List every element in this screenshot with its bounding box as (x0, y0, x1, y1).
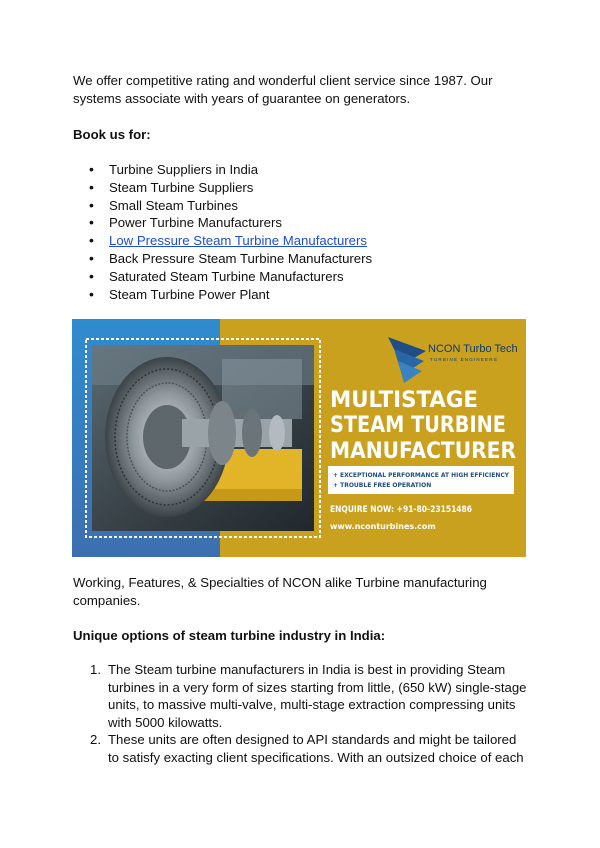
list-item: • Steam Turbine Suppliers (73, 179, 523, 197)
list-item: • Turbine Suppliers in India (73, 161, 523, 179)
low-pressure-link[interactable]: Low Pressure Steam Turbine Manufacturers (109, 233, 368, 249)
working-paragraph: Working, Features, & Specialties of NCON alike Turbine manufacturing companies. (73, 575, 487, 608)
headline-line-1: MULTISTAGE (330, 388, 478, 413)
intro-paragraph: We offer competitive rating and wonderful client service since 1987. Our systems associate with years of guarantee on generators. (73, 73, 493, 106)
headline-line-2: STEAM TURBINE (330, 413, 506, 438)
unique-list (73, 661, 528, 767)
unique-heading: Unique options of steam turbine industry in India: (73, 628, 386, 643)
list-item: 1. The Steam turbine manufacturers in India is best in providing Steam turbines in a very form of sizes starting from little, (650 kW) single-stage units, to massive multi-valve, multi-stage extraction compressing units with 5000 kilowatts. (90, 662, 527, 730)
list-item: • Back Pressure Steam Turbine Manufacturers (73, 250, 523, 268)
website-text: www.nconturbines.com (330, 522, 436, 531)
list-item: 2. These units are often designed to API standards and might be tailored to satisfy exacting client specifications. With an outsized choice of each (90, 732, 524, 765)
promo-banner (72, 319, 526, 557)
enquire-text: ENQUIRE NOW: +91-80-23151486 (330, 505, 473, 515)
feature-1: + EXCEPTIONAL PERFORMANCE AT HIGH EFFICIENCY (333, 472, 510, 479)
list-item: • Saturated Steam Turbine Manufacturers (73, 268, 523, 286)
list-item-link[interactable] (73, 232, 523, 250)
brand-name: NCON Turbo Tech (428, 343, 518, 355)
feature-2: + TROUBLE FREE OPERATION (333, 482, 432, 489)
book-heading: Book us for: (73, 127, 151, 142)
book-list (73, 161, 523, 303)
list-item: • Small Steam Turbines (73, 197, 523, 215)
features-box (328, 466, 514, 494)
headline-line-3: MANUFACTURER (330, 439, 517, 464)
brand-tagline: TURBINE ENGINEERS (430, 357, 498, 362)
list-item: • Power Turbine Manufacturers (73, 214, 523, 232)
list-item: • Steam Turbine Power Plant (73, 286, 523, 304)
